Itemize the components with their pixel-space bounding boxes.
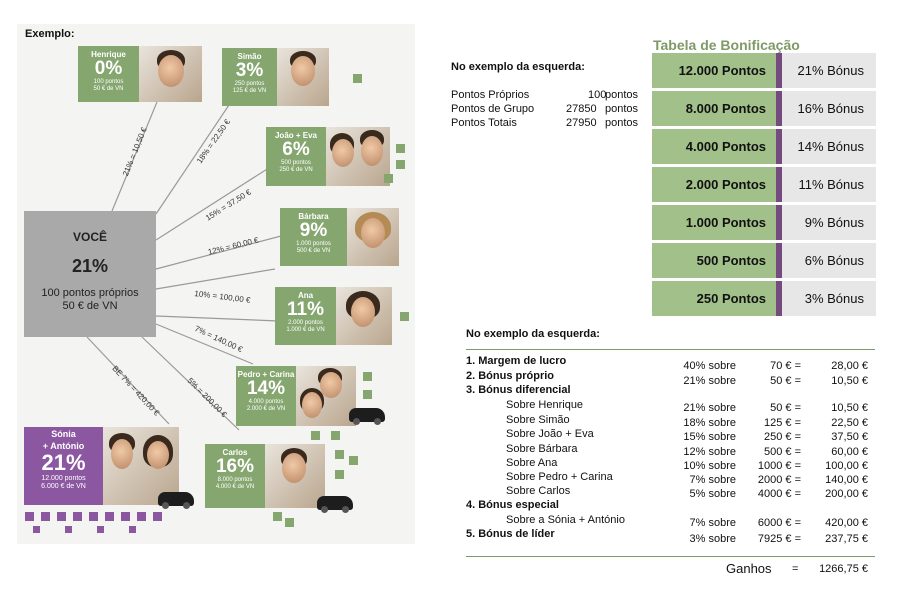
line-label-joao-eva: 15% = 37,50 € xyxy=(204,187,253,223)
diagram-title: Exemplo: xyxy=(25,28,75,40)
bonus-percent: 3% Bónus xyxy=(782,281,876,316)
calc-line-amount: 2000 € = xyxy=(757,474,801,486)
bonus-percent: 21% Bónus xyxy=(782,53,876,88)
person-name: Henrique xyxy=(91,50,126,59)
calc-line-result: 10,50 € xyxy=(831,375,868,387)
person-points: 100 pontos xyxy=(93,79,124,85)
line-label-pedro-carina: 7% = 140,00 € xyxy=(193,324,244,355)
person-card-barbara xyxy=(280,208,347,266)
photo-pedro-carina xyxy=(296,366,356,426)
person-name: Carlos xyxy=(222,448,248,457)
bonus-row xyxy=(652,91,876,126)
photo-barbara xyxy=(347,208,399,266)
line-label-carlos: 5% = 200,00 € xyxy=(185,376,229,420)
person-vn: 1.000 € de VN xyxy=(286,327,325,333)
node-square-purple xyxy=(65,526,72,533)
node-square xyxy=(353,74,362,83)
calc-line-result: 22,50 € xyxy=(831,417,868,429)
person-points: 1.000 pontos xyxy=(296,241,331,247)
person-percent: 16% xyxy=(215,456,255,477)
calc-line-amount: 6000 € = xyxy=(757,517,801,529)
voce-name: VOCÊ xyxy=(72,230,107,244)
person-percent: 11% xyxy=(287,299,324,320)
bonus-table-title: Tabela de Bonificação xyxy=(653,37,800,53)
person-card-carlos xyxy=(205,444,265,508)
person-card-joao-eva xyxy=(266,127,326,186)
node-square xyxy=(273,512,282,521)
bonus-points: 500 Pontos xyxy=(652,243,776,278)
person-points: 8.000 pontos xyxy=(217,477,253,483)
node-square-purple xyxy=(105,512,114,521)
calc-line-percent: 10% sobre xyxy=(683,460,736,472)
person-vn: 2.000 € de VN xyxy=(246,406,286,412)
example-label-grupo: Pontos de Grupo xyxy=(451,103,535,115)
calc-line-amount: 4000 € = xyxy=(757,488,801,500)
person-vn: 50 € de VN xyxy=(93,86,124,92)
photo-ana xyxy=(336,287,392,345)
node-square xyxy=(400,312,409,321)
calc-line-label: Sobre Bárbara xyxy=(506,443,578,455)
node-square-purple xyxy=(73,512,82,521)
calc-line-label: Sobre Pedro + Carina xyxy=(506,471,613,483)
example-value-totais: 27950 xyxy=(566,117,597,129)
calc-line-percent: 5% sobre xyxy=(689,488,736,500)
bonus-points: 8.000 Pontos xyxy=(652,91,776,126)
person-percent: 14% xyxy=(246,378,286,399)
calc-line-percent: 7% sobre xyxy=(689,517,736,529)
node-square-purple xyxy=(97,526,104,533)
voce-box xyxy=(24,211,156,337)
car-icon xyxy=(158,492,194,506)
car-icon xyxy=(317,496,353,510)
calc-line-percent: 18% sobre xyxy=(683,417,736,429)
calc-line-label: Sobre João + Eva xyxy=(506,428,594,440)
network-diagram xyxy=(17,24,415,544)
calc-line-result: 200,00 € xyxy=(825,488,868,500)
person-card-pedro-carina xyxy=(236,366,296,426)
bonus-points: 4.000 Pontos xyxy=(652,129,776,164)
line-label-sonia: BE 7% = 420,00 € xyxy=(110,364,162,418)
voce-percent: 21% xyxy=(71,256,109,276)
node-square xyxy=(396,160,405,169)
bonus-row xyxy=(652,129,876,164)
person-percent: 9% xyxy=(299,220,328,241)
node-square-purple xyxy=(89,512,98,521)
calc-line-percent: 12% sobre xyxy=(683,446,736,458)
person-name: Bárbara xyxy=(298,212,329,221)
bonus-row xyxy=(652,167,876,202)
line-label-simao: 18% = 22,50 € xyxy=(195,117,233,166)
divider xyxy=(466,349,875,350)
total-label: Ganhos xyxy=(726,561,772,576)
example-unit-totais: pontos xyxy=(605,117,639,129)
photo-carlos xyxy=(265,444,325,508)
bonus-points: 12.000 Pontos xyxy=(652,53,776,88)
node-square xyxy=(335,450,344,459)
voce-points: 100 pontos próprios xyxy=(41,287,139,299)
example-value-proprios: 100 xyxy=(588,89,607,101)
node-square xyxy=(363,372,372,381)
line-label-barbara: 12% = 60,00 € xyxy=(207,235,260,257)
example-label-proprios: Pontos Próprios xyxy=(451,89,530,101)
node-square xyxy=(396,144,405,153)
calc-line-label: 1. Margem de lucro xyxy=(466,355,567,367)
bonus-row xyxy=(652,53,876,88)
example-heading: No exemplo da esquerda: xyxy=(451,61,585,73)
bonus-percent: 14% Bónus xyxy=(782,129,876,164)
person-name: Ana xyxy=(297,291,314,300)
person-vn: 125 € de VN xyxy=(232,88,267,94)
photo-simao xyxy=(277,48,329,106)
calc-line-label: Sobre Carlos xyxy=(506,485,571,497)
person-name-2: + António xyxy=(42,441,85,451)
person-card-sonia-antonio xyxy=(24,427,103,505)
node-square xyxy=(349,456,358,465)
calc-line-result: 10,50 € xyxy=(831,402,868,414)
node-square-purple xyxy=(41,512,50,521)
calc-line-amount: 70 € = xyxy=(770,360,801,372)
bonus-points: 2.000 Pontos xyxy=(652,167,776,202)
calc-line-result: 100,00 € xyxy=(825,460,868,472)
calc-line-label: Sobre Ana xyxy=(506,457,558,469)
person-card-ana xyxy=(275,287,336,345)
person-percent: 6% xyxy=(282,139,310,160)
calc-line-amount: 250 € = xyxy=(763,431,801,443)
calc-line-amount: 125 € = xyxy=(763,417,801,429)
calc-line-label: 3. Bónus diferencial xyxy=(466,384,571,396)
bonus-row xyxy=(652,205,876,240)
person-percent: 3% xyxy=(235,60,264,81)
bonus-percent: 6% Bónus xyxy=(782,243,876,278)
calc-line-result: 420,00 € xyxy=(825,517,868,529)
bonus-percent: 16% Bónus xyxy=(782,91,876,126)
calc-line-percent: 21% sobre xyxy=(683,375,736,387)
person-percent: 0% xyxy=(94,58,123,79)
person-vn: 250 € de VN xyxy=(279,167,313,173)
calc-line-amount: 50 € = xyxy=(770,375,801,387)
calc-line-amount: 1000 € = xyxy=(757,460,801,472)
bonus-percent: 9% Bónus xyxy=(782,205,876,240)
calc-line-result: 28,00 € xyxy=(831,360,868,372)
person-name: Simão xyxy=(237,52,262,61)
calc-line-percent: 40% sobre xyxy=(683,360,736,372)
person-name: João + Eva xyxy=(274,131,318,140)
calc-line-result: 37,50 € xyxy=(831,431,868,443)
person-points: 12.000 pontos xyxy=(41,475,86,482)
line-label-ana: 10% = 100,00 € xyxy=(193,289,251,305)
node-square-purple xyxy=(57,512,66,521)
calc-line-percent: 7% sobre xyxy=(689,474,736,486)
node-square-purple xyxy=(153,512,162,521)
calc-line-result: 60,00 € xyxy=(831,446,868,458)
calc-line-amount: 500 € = xyxy=(763,446,801,458)
calc-heading: No exemplo da esquerda: xyxy=(466,328,600,340)
node-square xyxy=(384,174,393,183)
person-vn: 6.000 € de VN xyxy=(41,483,86,490)
person-vn: 4.000 € de VN xyxy=(215,484,255,490)
calc-line-label: Sobre Simão xyxy=(506,414,570,426)
line-label-henrique: 21% = 10,50 € xyxy=(121,125,149,178)
person-name: Pedro + Carina xyxy=(237,370,295,379)
bonus-row xyxy=(652,281,876,316)
calc-line-percent: 3% sobre xyxy=(689,533,736,545)
person-percent: 21% xyxy=(41,450,86,475)
bonus-percent: 11% Bónus xyxy=(782,167,876,202)
calc-line-percent: 15% sobre xyxy=(683,431,736,443)
example-label-totais: Pontos Totais xyxy=(451,117,517,129)
calc-line-label: Sobre a Sónia + António xyxy=(506,514,625,526)
person-name: Sónia xyxy=(51,429,76,439)
person-points: 250 pontos xyxy=(234,81,265,87)
calc-line-label: 2. Bónus próprio xyxy=(466,370,554,382)
person-vn: 500 € de VN xyxy=(296,248,331,254)
photo-henrique xyxy=(139,46,202,102)
person-points: 500 pontos xyxy=(281,160,311,166)
photo-joao-eva xyxy=(326,127,390,186)
calc-line-amount: 7925 € = xyxy=(757,533,801,545)
calc-line-label: 4. Bónus especial xyxy=(466,499,559,511)
calc-line-result: 140,00 € xyxy=(825,474,868,486)
node-square xyxy=(331,431,340,440)
person-card-henrique xyxy=(78,46,139,102)
example-value-grupo: 27850 xyxy=(566,103,597,115)
bonus-points: 1.000 Pontos xyxy=(652,205,776,240)
total-value: 1266,75 € xyxy=(819,563,868,575)
calc-line-result: 237,75 € xyxy=(825,533,868,545)
bonus-row xyxy=(652,243,876,278)
node-square-purple xyxy=(33,526,40,533)
calc-line-label: Sobre Henrique xyxy=(506,399,584,411)
divider xyxy=(466,556,875,557)
node-square-purple xyxy=(121,512,130,521)
node-square-purple xyxy=(25,512,34,521)
node-square-purple xyxy=(129,526,136,533)
node-square-purple xyxy=(137,512,146,521)
person-card-simao xyxy=(222,48,277,106)
node-square xyxy=(335,470,344,479)
voce-vn: 50 € de VN xyxy=(62,300,118,312)
node-square xyxy=(363,390,372,399)
calc-line-percent: 21% sobre xyxy=(683,402,736,414)
total-eq: = xyxy=(792,563,799,575)
calc-line-label: 5. Bónus de líder xyxy=(466,528,555,540)
calc-line-amount: 50 € = xyxy=(770,402,801,414)
example-unit-proprios: pontos xyxy=(605,89,639,101)
node-square xyxy=(285,518,294,527)
example-unit-grupo: pontos xyxy=(605,103,639,115)
node-square xyxy=(311,431,320,440)
car-icon xyxy=(349,408,385,422)
person-points: 2.000 pontos xyxy=(288,320,323,326)
bonus-points: 250 Pontos xyxy=(652,281,776,316)
person-points: 4.000 pontos xyxy=(248,399,284,405)
